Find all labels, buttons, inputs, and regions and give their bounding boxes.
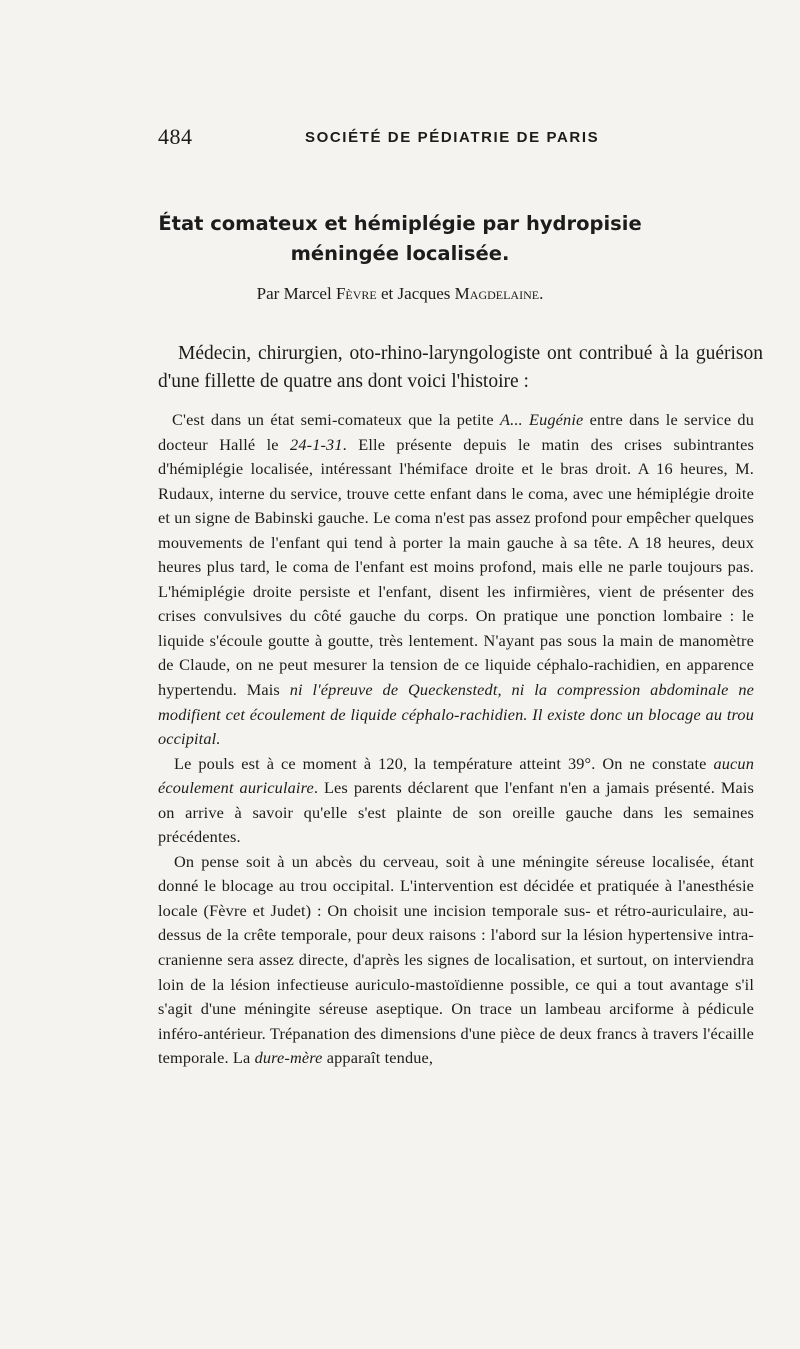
byline-suffix: . (539, 284, 544, 303)
byline-prefix: Par Marcel (256, 284, 336, 303)
p3-text-c: apparaît tendue, (322, 1048, 434, 1068)
article-title (150, 209, 650, 269)
journal-title: SOCIÉTÉ DE PÉDIATRIE DE PARIS (305, 129, 600, 146)
intro-paragraph: Médecin, chirurgien, oto-rhino-laryngologiste ont contribué à la guérison d'une fillette de quatre ans dont voici l'histoire : (158, 343, 763, 392)
page-number: 484 (158, 124, 193, 149)
p2-italic-finding: aucun écoulement auriculaire (158, 753, 754, 798)
p1-text-a: C'est dans un état semi-comateux que la petite (172, 410, 500, 429)
p1-italic-finding: ni l'épreuve de Queckenstedt, ni la compression abdominale ne modifient cet écoulement de liquide céphalo-rachidien. Il existe donc un blocage au trou occipital. (158, 680, 754, 749)
body-paragraph-3 (158, 850, 754, 1071)
running-head (158, 124, 758, 154)
article-title-line-2: méningée localisée. (290, 242, 510, 265)
article-byline (150, 284, 650, 304)
p3-text-a: On pense soit à un abcès du cerveau, soit à une méningite séreuse localisée, étant donné le blocage au trou occipital. L'intervention est décidée et pratiquée à l'anesthésie locale (Fèvre et Judet) : On choisit une incision temporale sus- et rétro-auriculaire, au-dessus de la crête temporale, pour deux raisons : l'abord sur la lésion hypertensive intra-cranienne sera assez directe, d'après les signes de localisation, et surtout, on interviendra loin de la lésion infectieuse auriculo-mastoïdienne possible, ce qui a tout avantage s'il s'agit d'une méningite séreuse aseptique. On trace un lambeau arciforme à pédicule inféro-antérieur. Trépanation des dimensions d'une pièce de deux francs à travers l'écaille temporale. La (158, 851, 754, 1068)
p1-date: 24-1-31 (290, 434, 343, 454)
p1-patient-name: A... Eugénie (500, 410, 584, 429)
article-body (158, 408, 754, 1071)
article-title-line-1: État comateux et hémiplégie par hydropisie (158, 212, 642, 235)
p1-text-c: entre dans le service du docteur Hallé le (158, 410, 754, 454)
p2-text-a: Le pouls est à ce moment à 120, la température atteint 39°. On ne constate (174, 753, 714, 773)
byline-author-2: Magdelaine (454, 284, 540, 303)
p2-text-c: . Les parents déclarent que l'enfant n'en a jamais présenté. Mais on arrive à savoir qu'elle s'est plainte de son oreille gauche dans les semaines précédentes. (158, 778, 755, 847)
body-paragraph-2 (158, 752, 754, 850)
body-paragraph-1 (158, 408, 754, 752)
byline-author-1: Fèvre (335, 284, 377, 303)
p1-text-e: . Elle présente depuis le matin des crises subintrantes d'hémiplégie localisée, intéressant l'hémiface droite et le bras droit. A 16 heures, M. Rudaux, interne du service, trouve cette enfant dans le coma, avec une hémiplégie droite et un signe de Babinski gauche. Le coma n'est pas assez profond pour empêcher quelques mouvements de l'enfant qui tend à porter la main gauche à sa tête. A 18 heures, deux heures plus tard, le coma de l'enfant est moins profond, mais elle ne parle toujours pas. L'hémiplégie droite persiste et l'enfant, disent les infirmières, vient de présenter des crises convulsives du côté gauche du corps. On pratique une ponction lombaire : le liquide s'écoule goutte à goutte, très lentement. N'ayant pas sous la main de manomètre de Claude, on ne peut mesurer la tension de ce liquide céphalo-rachidien, en apparence hypertendu. Mais (158, 434, 754, 700)
byline-middle: et Jacques (376, 284, 455, 303)
p3-italic-term: dure-mère (254, 1048, 323, 1068)
